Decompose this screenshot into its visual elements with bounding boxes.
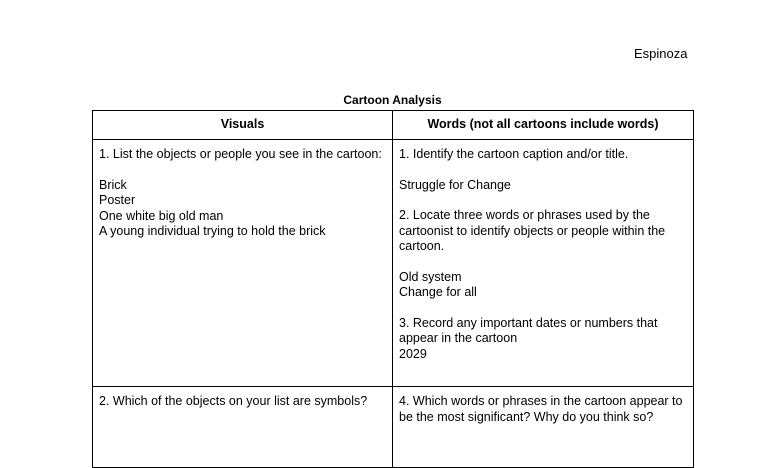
words-question-3: 3. Record any important dates or numbers that appear in the cartoon xyxy=(399,315,658,345)
visuals-question-2: 2. Which of the objects on your list are symbols? xyxy=(99,394,368,408)
words-question-2: 2. Locate three words or phrases used by the cartoonist to identify objects or people within the cartoon. xyxy=(399,208,666,253)
words-question-4: 4. Which words or phrases in the cartoon appear to be the most significant? Why do you think so? xyxy=(399,394,683,424)
document-title: Cartoon Analysis xyxy=(343,93,442,107)
visuals-answer-item: A young individual trying to hold the brick xyxy=(99,224,326,238)
cartoon-analysis-table xyxy=(92,110,694,468)
words-question-1: 1. Identify the cartoon caption and/or title. xyxy=(399,147,629,161)
words-answer-3: 2029 xyxy=(399,346,427,361)
author-name: Espinoza xyxy=(634,46,688,61)
column-header-words: Words (not all cartoons include words) xyxy=(393,111,694,140)
table-row xyxy=(93,387,694,468)
words-cell-2 xyxy=(393,387,694,468)
visuals-cell-2 xyxy=(93,387,393,468)
column-header-visuals: Visuals xyxy=(93,111,393,140)
words-answer-2-item: Old system xyxy=(399,269,462,284)
visuals-answer-item: One white big old man xyxy=(99,208,224,223)
visuals-question-1: 1. List the objects or people you see in the cartoon: xyxy=(99,147,382,161)
table-row xyxy=(93,140,694,387)
table-header-row xyxy=(93,111,694,140)
visuals-answer-item: Poster xyxy=(99,193,136,207)
visuals-cell-1 xyxy=(93,140,393,387)
words-answer-1: Struggle for Change xyxy=(399,177,511,192)
words-answer-2-item: Change for all xyxy=(399,285,477,299)
visuals-answer-item: Brick xyxy=(99,177,127,192)
words-cell-1 xyxy=(393,140,694,387)
